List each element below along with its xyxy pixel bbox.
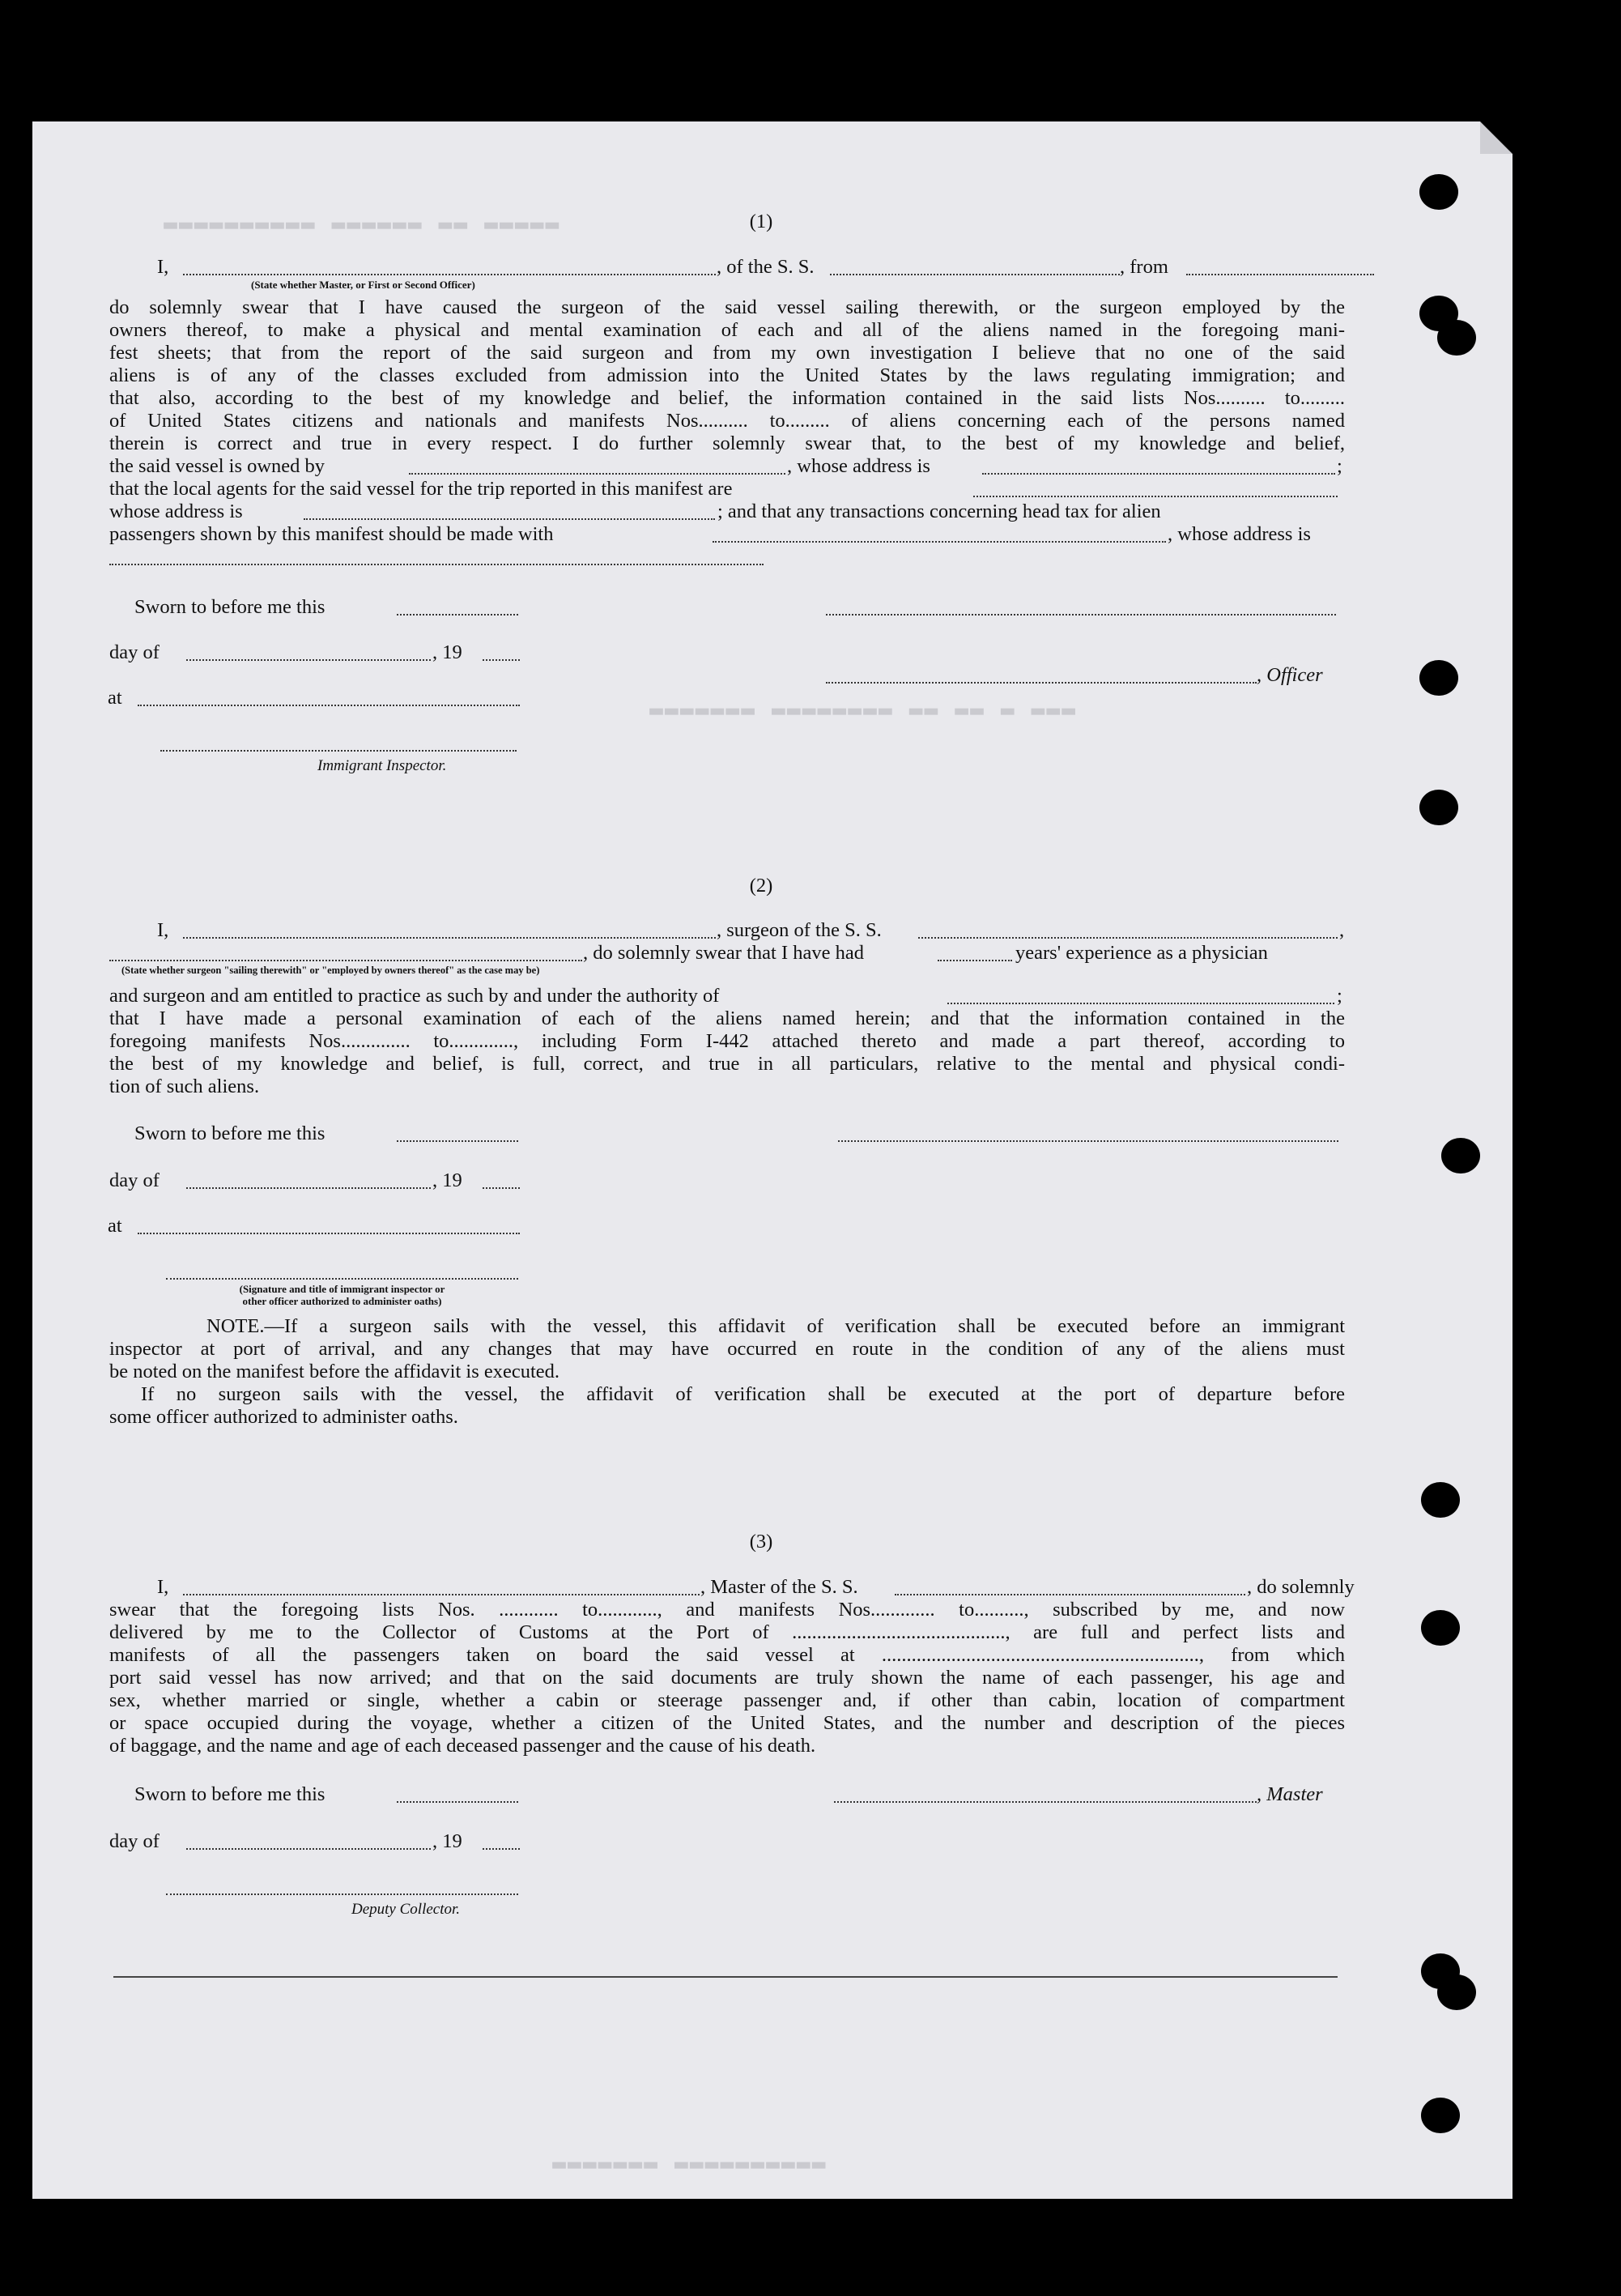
s2-paragraph-line: that I have made a personal examination of each of the aliens named herein; and that the information contained in the: [109, 1007, 1345, 1029]
s2-paragraph-line: foregoing manifests Nos.............. to............., including Form I-442 attached thereto and made a part thereof, according to: [109, 1030, 1345, 1052]
note-line: inspector at port of arrival, and any changes that may have occurred en route in the condition of any of the aliens must: [109, 1338, 1345, 1360]
s1-day-of: day of: [109, 641, 160, 663]
s2-authority: and surgeon and am entitled to practice as such by and under the authority of: [109, 985, 720, 1007]
note-line-2: If no surgeon sails with the vessel, the affidavit of verification shall be executed at the port of departure before: [141, 1383, 1345, 1405]
s1-passengers: passengers shown by this manifest should be made with: [109, 523, 554, 545]
s1-sworn: Sworn to before me this: [134, 596, 325, 618]
s1-i: I,: [157, 256, 169, 278]
s1-owner-address-line: [982, 473, 1335, 475]
s2-comma: ,: [1339, 919, 1345, 941]
section-3-heading: (3): [749, 1531, 773, 1553]
s2-sig-note-1: (Signature and title of immigrant inspector or: [239, 1283, 445, 1295]
note-line-2-last: some officer authorized to administer oaths.: [109, 1406, 458, 1428]
s3-deputy-line: [166, 1893, 518, 1895]
note-line: NOTE.—If a surgeon sails with the vessel, this affidavit of verification shall be executed before an immigrant: [206, 1315, 1345, 1337]
bleed-through-text: ▬▬▬ ▬ ▬▬ ▬▬ ▬▬▬▬▬▬▬▬ ▬▬▬▬▬▬▬: [648, 696, 1076, 723]
s1-agents-line: [973, 496, 1338, 497]
s2-surgeon-type-line: [109, 960, 582, 961]
s1-owned-by: the said vessel is owned by: [109, 455, 325, 477]
s1-owner-address: , whose address is: [787, 455, 930, 477]
s1-head-tax: ; and that any transactions concerning head tax for alien: [717, 501, 1161, 522]
s2-paragraph-line: the best of my knowledge and belief, is full, correct, and true in all particulars, relative to the mental and physical condi-: [109, 1053, 1345, 1075]
s2-authority-line: [947, 1003, 1334, 1004]
punch-hole: [1421, 1610, 1460, 1646]
s1-from-line: [1186, 274, 1374, 275]
s1-at: at: [108, 687, 122, 709]
s1-vessel-line: [830, 274, 1120, 275]
s1-officer-label: , Officer: [1257, 664, 1323, 686]
bleed-through-text: ▬▬▬▬▬ ▬▬ ▬▬▬▬▬▬ ▬▬▬▬▬▬▬▬▬▬: [162, 211, 559, 237]
s1-paragraph-line: of United States citizens and nationals and manifests Nos.......... to......... of aliens concerning each of the persons named: [109, 410, 1345, 432]
s2-paragraph-last: tion of such aliens.: [109, 1076, 260, 1097]
s1-address-line: [109, 564, 764, 565]
s3-year-line: [483, 1848, 520, 1850]
s1-from: , from: [1120, 256, 1168, 278]
punch-hole: [1419, 174, 1458, 210]
s3-deputy-label: Deputy Collector.: [351, 1901, 461, 1918]
manifest-page: [32, 121, 1513, 2199]
s2-sworn: Sworn to before me this: [134, 1122, 325, 1144]
s3-paragraph-line: manifests of all the passengers taken on board the said vessel at ................................................................, from which: [109, 1644, 1345, 1666]
s3-paragraph-line: swear that the foregoing lists Nos. ............ to............, and manifests Nos............. to.........., subscribed by me, and now: [109, 1599, 1345, 1621]
s3-signature-line: [834, 1801, 1257, 1803]
punch-hole: [1419, 660, 1458, 696]
s2-at-line: [138, 1233, 520, 1234]
s1-agent-address-line: [304, 518, 715, 520]
s2-day-line: [186, 1187, 431, 1189]
s2-vessel-line: [918, 937, 1338, 939]
s1-whose-address: whose address is: [109, 501, 243, 522]
s1-paragraph-line: do solemnly swear that I have caused the surgeon of the said vessel sailing therewith, or the surgeon employed by the: [109, 296, 1345, 318]
s3-paragraph-line: or space occupied during the voyage, whether a citizen of the United States, and the number and description of the pieces: [109, 1712, 1345, 1734]
note-line-last: be noted on the manifest before the affidavit is executed.: [109, 1361, 560, 1382]
s3-master-label: , Master: [1257, 1783, 1323, 1805]
s2-solemnly: , do solemnly swear that I have had: [583, 942, 864, 964]
s1-semicolon: ;: [1337, 455, 1342, 477]
s1-paragraph-line: owners thereof, to make a physical and mental examination of each and all of the aliens named in the foregoing mani-: [109, 319, 1345, 341]
section-1-heading: (1): [749, 211, 773, 232]
s2-day-of: day of: [109, 1169, 160, 1191]
s3-i: I,: [157, 1576, 169, 1598]
bleed-through-text: ▬▬▬▬▬▬▬▬▬▬ ▬▬▬▬▬▬▬: [551, 2150, 826, 2177]
s2-year-line: [483, 1187, 520, 1189]
s2-sworn-line: [397, 1140, 518, 1142]
s2-inspector-line: [166, 1278, 518, 1280]
s3-paragraph-last: of baggage, and the name and age of each deceased passenger and the cause of his death.: [109, 1735, 816, 1757]
s1-paragraph-line: therein is correct and true in every respect. I do further solemnly swear that, to the best of my knowledge and belief,: [109, 432, 1345, 454]
s1-owner-line: [409, 473, 785, 475]
s1-head-tax-agent-line: [713, 541, 1166, 543]
punch-hole: [1441, 1138, 1480, 1174]
s3-day-of: day of: [109, 1830, 160, 1852]
s3-day-line: [186, 1848, 431, 1850]
s1-year: , 19: [432, 641, 462, 663]
s1-paragraph-line: that also, according to the best of my knowledge and belief, the information contained in the said lists Nos.......... to.........: [109, 387, 1345, 409]
section-2-heading: (2): [749, 875, 773, 897]
s3-do-solemnly: , do solemnly: [1247, 1576, 1355, 1598]
punch-hole: [1421, 2098, 1460, 2133]
s3-year: , 19: [432, 1830, 462, 1852]
s1-day-line: [186, 659, 431, 661]
s1-at-line: [138, 705, 520, 706]
s2-surgeon-of-ss: , surgeon of the S. S.: [717, 919, 882, 941]
s3-paragraph-line: sex, whether married or single, whether a cabin or steerage passenger and, if other than cabin, location of compartment: [109, 1689, 1345, 1711]
s1-whose-address-2: , whose address is: [1168, 523, 1311, 545]
s3-sworn-line: [397, 1801, 518, 1803]
s2-name-line: [183, 937, 716, 939]
s1-year-line: [483, 659, 520, 661]
s2-years-line: [938, 960, 1012, 961]
punch-hole: [1437, 1974, 1476, 2010]
punch-hole: [1421, 1482, 1460, 1518]
s1-inspector-line: [160, 750, 517, 752]
s2-year: , 19: [432, 1169, 462, 1191]
s1-of-ss: , of the S. S.: [717, 256, 815, 278]
s3-paragraph-line: delivered by me to the Collector of Customs at the Port of ..........................................., are full and perfect lists and: [109, 1621, 1345, 1643]
s1-local-agents: that the local agents for the said vessel for the trip reported in this manifest are: [109, 478, 733, 500]
bottom-rule: [113, 1976, 1338, 1978]
s2-at: at: [108, 1215, 122, 1237]
s1-paragraph-line: aliens is of any of the classes excluded from admission into the United States by the laws regulating immigration; and: [109, 364, 1345, 386]
s2-i: I,: [157, 919, 169, 941]
s1-sworn-line: [397, 614, 518, 616]
s3-paragraph-line: port said vessel has now arrived; and that on the said documents are truly shown the name of each passenger, his age and: [109, 1667, 1345, 1689]
page-corner-fold: [1480, 121, 1513, 154]
s1-note: (State whether Master, or First or Second Officer): [251, 279, 475, 291]
s3-vessel-line: [895, 1594, 1245, 1595]
s2-years-experience: years' experience as a physician: [1015, 942, 1268, 964]
s2-signature-line: [838, 1140, 1338, 1142]
punch-hole: [1437, 320, 1476, 356]
s3-master-of-ss: , Master of the S. S.: [700, 1576, 858, 1598]
s1-officer-line: [826, 682, 1257, 684]
s2-semicolon: ;: [1337, 985, 1342, 1007]
s1-paragraph-line: fest sheets; that from the report of the said surgeon and from my own investigation I believe that no one of the said: [109, 342, 1345, 364]
s1-officer-name-line: [183, 274, 716, 275]
s2-sig-note-2: other officer authorized to administer oaths): [242, 1295, 442, 1307]
s3-master-name-line: [183, 1594, 700, 1595]
s1-inspector-label: Immigrant Inspector.: [317, 757, 447, 774]
punch-hole: [1419, 790, 1458, 825]
s2-note: (State whether surgeon "sailing therewith" or "employed by owners thereof" as the case may be): [121, 965, 540, 976]
s3-sworn: Sworn to before me this: [134, 1783, 325, 1805]
s1-signature-line: [826, 614, 1336, 616]
